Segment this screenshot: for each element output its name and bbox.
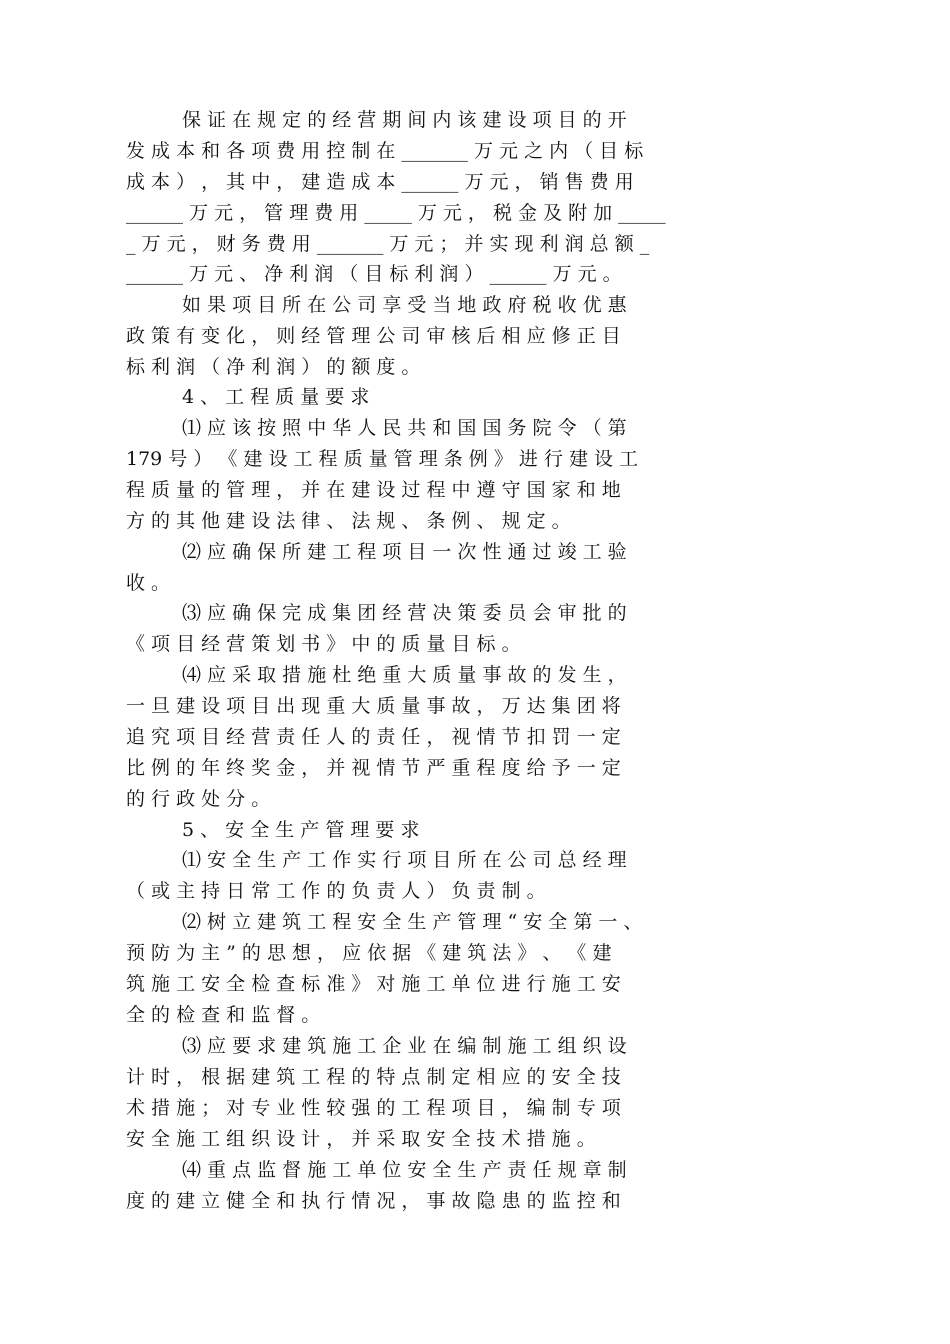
section-heading: 5 、 安 全 生 产 管 理 要 求 — [182, 819, 420, 841]
text-line: （ 或 主 持 日 常 工 作 的 负 责 人 ） 负 责 制 。 — [126, 880, 546, 902]
text-line: ⑷ 应 采 取 措 施 杜 绝 重 大 质 量 事 故 的 发 生 ， — [182, 664, 627, 686]
text-line: 成 本 ） ， 其 中 ， 建 造 成 本 ______ 万 元 ， 销 售 费 用 — [126, 171, 634, 193]
text-line: ⑵ 树 立 建 筑 工 程 安 全 生 产 管 理 “ 安 全 第 一 、 — [182, 911, 643, 933]
text-line: 发 成 本 和 各 项 费 用 控 制 在 _______ 万 元 之 内 （ 目 标 — [126, 140, 644, 162]
text-line: 保 证 在 规 定 的 经 营 期 间 内 该 建 设 项 目 的 开 — [182, 109, 627, 131]
text-line: 程 质 量 的 管 理 ， 并 在 建 设 过 程 中 遵 守 国 家 和 地 — [126, 479, 621, 501]
text-line: 筑 施 工 安 全 检 查 标 准 》 对 施 工 单 位 进 行 施 工 安 — [126, 973, 621, 995]
text-line: 度 的 建 立 健 全 和 执 行 情 况 ， 事 故 隐 患 的 监 控 和 — [126, 1190, 621, 1212]
text-line: 安 全 施 工 组 织 设 计 ， 并 采 取 安 全 技 术 措 施 。 — [126, 1128, 596, 1150]
text-line: ⑴ 应 该 按 照 中 华 人 民 共 和 国 国 务 院 令 （ 第 — [182, 417, 627, 439]
text-line: ⑶ 应 确 保 完 成 集 团 经 营 决 策 委 员 会 审 批 的 — [182, 602, 627, 624]
section-heading: 4 、 工 程 质 量 要 求 — [182, 386, 370, 408]
text-line: 政 策 有 变 化 ， 则 经 管 理 公 司 审 核 后 相 应 修 正 目 — [126, 325, 621, 347]
text-line: 收 。 — [126, 572, 171, 594]
text-line: 如 果 项 目 所 在 公 司 享 受 当 地 政 府 税 收 优 惠 — [182, 294, 627, 316]
text-line: ⑴ 安 全 生 产 工 作 实 行 项 目 所 在 公 司 总 经 理 — [182, 849, 627, 871]
text-line: 一 旦 建 设 项 目 出 现 重 大 质 量 事 故 ， 万 达 集 团 将 — [126, 695, 621, 717]
text-line: ______ 万 元 ， 管 理 费 用 _____ 万 元 ， 税 金 及 附 加 _____ — [126, 202, 666, 224]
text-line: 《 项 目 经 营 策 划 书 》 中 的 质 量 目 标 。 — [126, 633, 521, 655]
text-line: 术 措 施 ； 对 专 业 性 较 强 的 工 程 项 目 ， 编 制 专 项 — [126, 1097, 621, 1119]
text-line: _ 万 元 ， 财 务 费 用 _______ 万 元 ； 并 实 现 利 润 总 额 _ — [126, 233, 650, 255]
text-line: 预 防 为 主 ” 的 思 想 ， 应 依 据 《 建 筑 法 》 、 《 建 — [126, 942, 612, 964]
text-line: 179 号 ） 《 建 设 工 程 质 量 管 理 条 例 》 进 行 建 设 工 — [126, 448, 639, 470]
text-line: ⑶ 应 要 求 建 筑 施 工 企 业 在 编 制 施 工 组 织 设 — [182, 1035, 627, 1057]
text-line: 追 究 项 目 经 营 责 任 人 的 责 任 ， 视 情 节 扣 罚 一 定 — [126, 726, 621, 748]
text-line: 比 例 的 年 终 奖 金 ， 并 视 情 节 严 重 程 度 给 予 一 定 — [126, 757, 621, 779]
text-line: ______ 万 元 、 净 利 润 （ 目 标 利 润 ） ______ 万 元 。 — [126, 263, 622, 285]
text-line: ⑷ 重 点 监 督 施 工 单 位 安 全 生 产 责 任 规 章 制 — [182, 1159, 627, 1181]
text-line: 标 利 润 （ 净 利 润 ） 的 额 度 。 — [126, 356, 421, 378]
text-line: 全 的 检 查 和 监 督 。 — [126, 1004, 321, 1026]
text-line: ⑵ 应 确 保 所 建 工 程 项 目 一 次 性 通 过 竣 工 验 — [182, 541, 627, 563]
text-line: 方 的 其 他 建 设 法 律 、 法 规 、 条 例 、 规 定 。 — [126, 510, 571, 532]
text-line: 的 行 政 处 分 。 — [126, 788, 271, 810]
text-line: 计 时 ， 根 据 建 筑 工 程 的 特 点 制 定 相 应 的 安 全 技 — [126, 1066, 621, 1088]
